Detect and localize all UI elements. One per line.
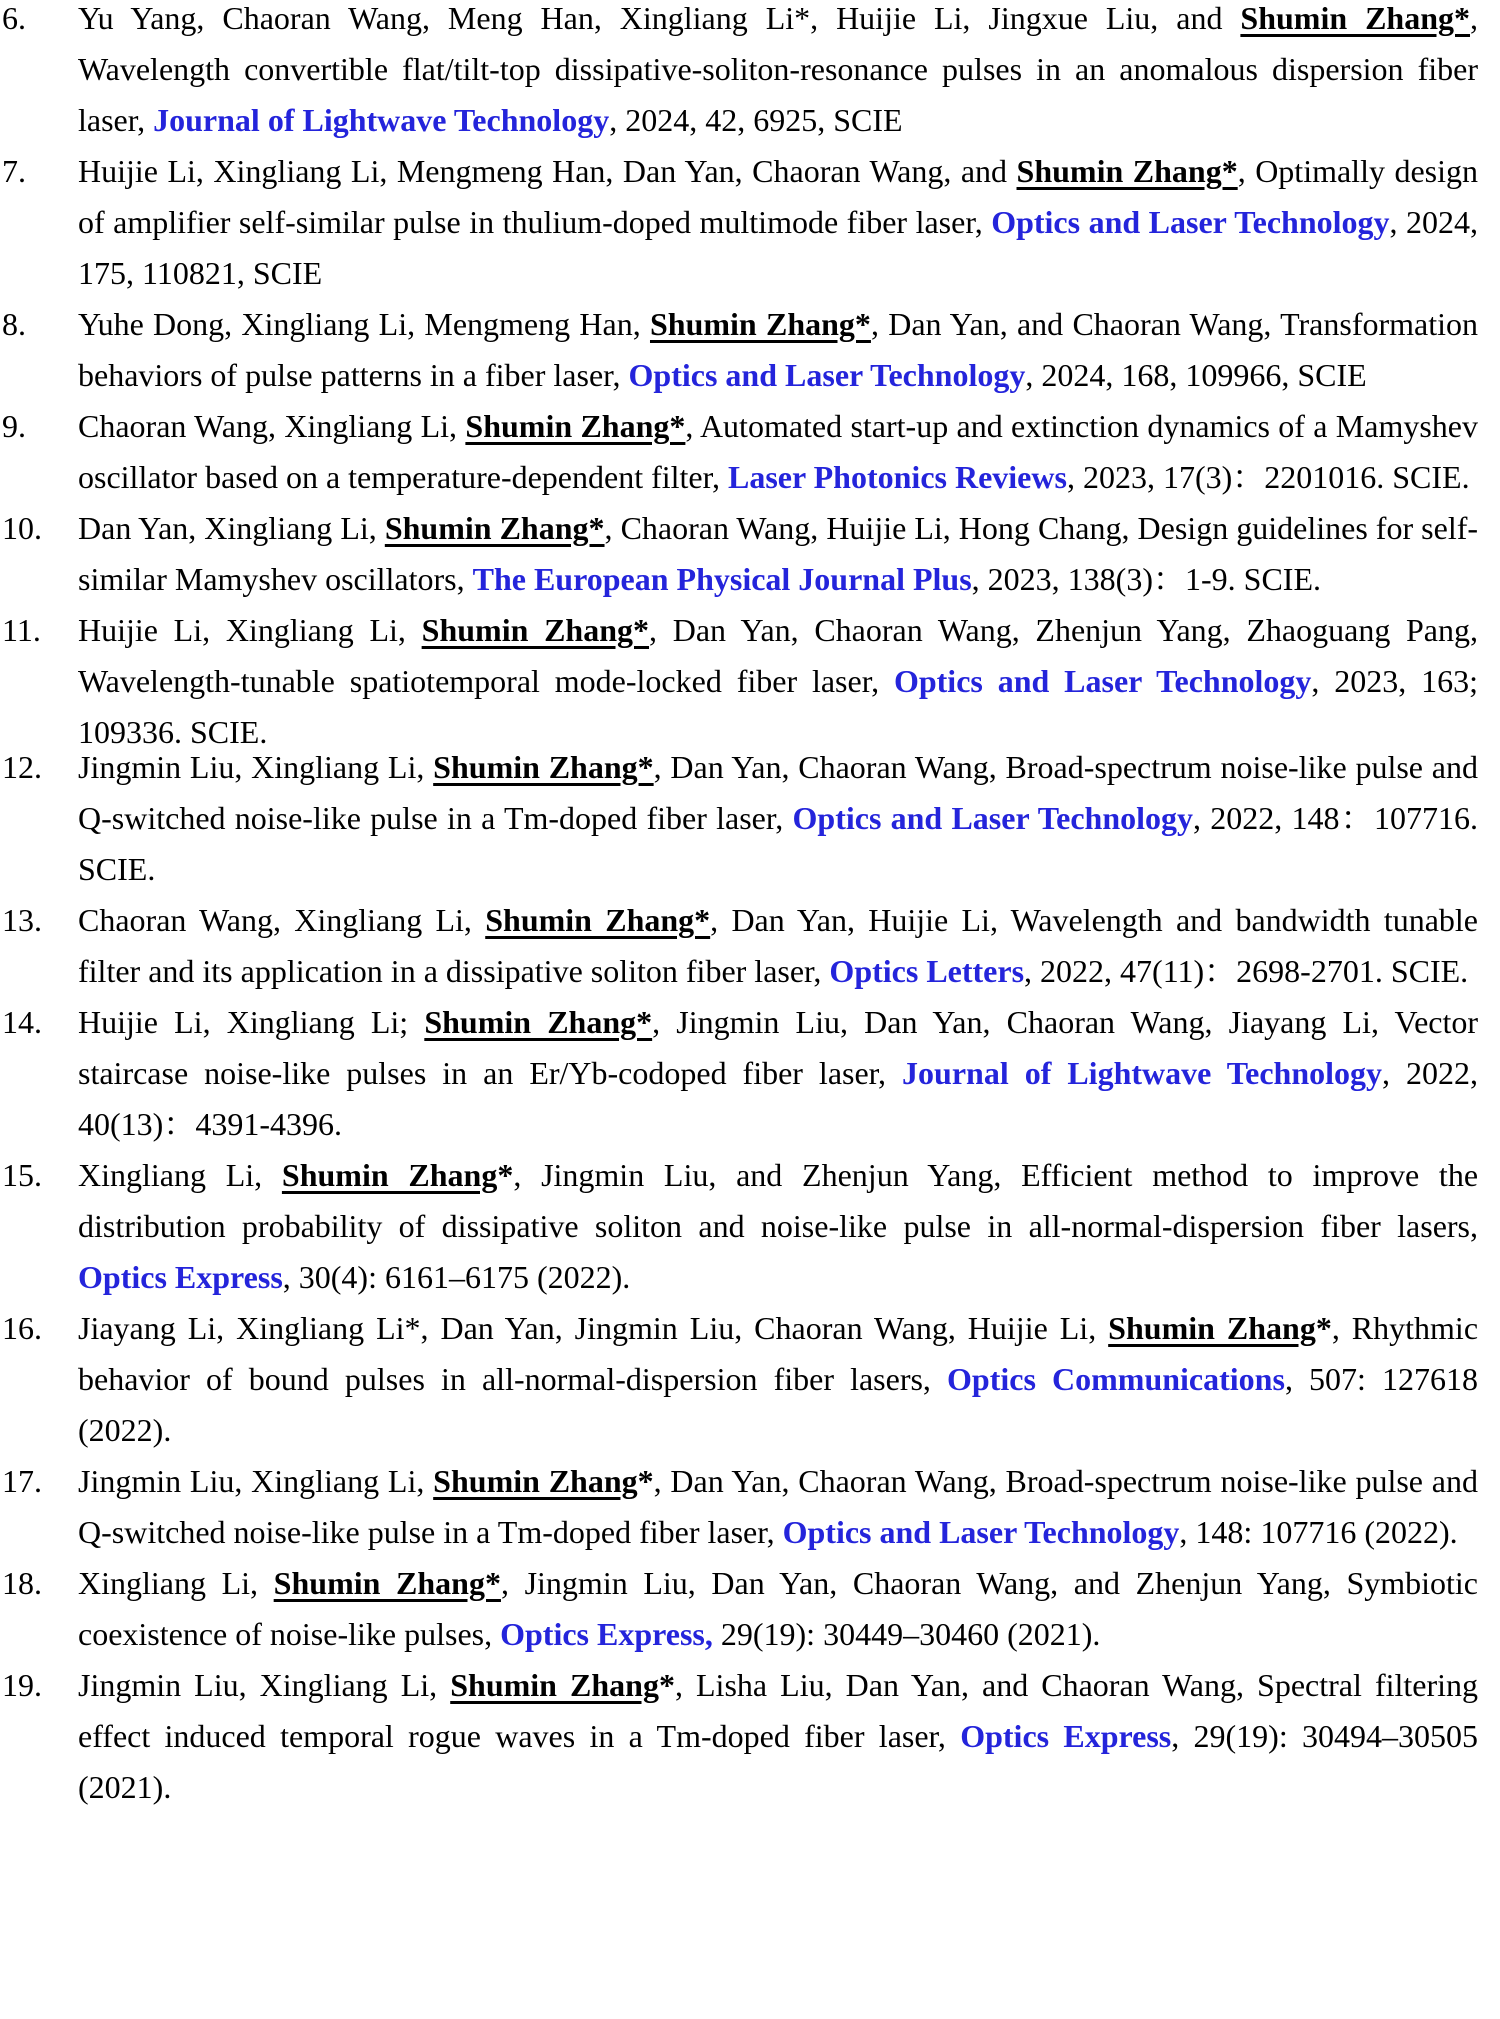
author-name: Shumin Zhang*: [465, 408, 686, 444]
publication-entry: [2, 401, 1478, 503]
publication-entry: [2, 299, 1478, 401]
citation-text: Dan Yan, Xingliang Li,: [78, 510, 385, 546]
journal-name: Optics and Laser Technology: [628, 357, 1026, 393]
publication-entry: [2, 605, 1478, 758]
journal-name: Optics Letters: [829, 953, 1025, 989]
citation-text: , Jingmin Liu, and Zhenjun Yang, Efficient method to improve the distribution probability of dissipative soliton and noise-like pulse in all-normal-dispersion fiber lasers,: [78, 1157, 1479, 1244]
entry-number: 15.: [2, 1157, 42, 1193]
citation-text: , 2022, 148：107716. SCIE.: [78, 800, 1478, 887]
publication-entry: [2, 0, 1478, 146]
citation-text: , 2022, 40(13)：4391-4396.: [78, 1055, 1479, 1142]
citation-text: , Automated start-up and extinction dynamics of a Mamyshev oscillator based on a temperature-dependent filter,: [78, 408, 1479, 495]
journal-name: Optics Express: [78, 1259, 283, 1295]
author-asterisk: *: [637, 1463, 654, 1499]
entry-number: 11.: [2, 612, 41, 648]
publication-entry: [2, 742, 1478, 895]
journal-name: Optics Communications: [947, 1361, 1285, 1397]
entry-number: 7.: [2, 153, 26, 189]
citation-text: Xingliang Li,: [78, 1157, 282, 1193]
citation-text: Xingliang Li,: [78, 1565, 274, 1601]
citation-text: , Dan Yan, and Chaoran Wang, Transformation behaviors of pulse patterns in a fiber laser,: [78, 306, 1479, 393]
journal-name: Optics and Laser Technology: [792, 800, 1194, 836]
citation-text: Jingmin Liu, Xingliang Li,: [78, 1463, 434, 1499]
entry-number: 9.: [2, 408, 26, 444]
citation-text: , Dan Yan, Chaoran Wang, Broad-spectrum noise-like pulse and Q-switched noise-like pulse in a Tm-doped fiber laser,: [78, 1463, 1479, 1550]
journal-name: Optics and Laser Technology: [782, 1514, 1180, 1550]
author-name: Shumin Zhang: [1108, 1310, 1316, 1346]
citation-text: Huijie Li, Xingliang Li, Mengmeng Han, Dan Yan, Chaoran Wang, and: [78, 153, 1017, 189]
author-name: Shumin Zhang: [281, 1157, 498, 1193]
author-name: Shumin Zhang: [450, 1667, 659, 1703]
publication-entry: [2, 1150, 1478, 1303]
publication-entry: [2, 997, 1478, 1150]
journal-name: Optics Express,: [500, 1616, 713, 1652]
citation-text: , Rhythmic behavior of bound pulses in all-normal-dispersion fiber lasers,: [78, 1310, 1479, 1397]
citation-text: , 30(4): 6161–6175 (2022).: [282, 1259, 631, 1295]
citation-text: 29(19): 30449–30460 (2021).: [712, 1616, 1101, 1652]
author-name: Shumin Zhang*: [649, 306, 871, 342]
entry-number: 18.: [2, 1565, 42, 1601]
author-name: Shumin Zhang*: [384, 510, 605, 546]
publication-entry: [2, 1558, 1478, 1660]
publication-entry: [2, 1660, 1478, 1813]
citation-text: , 2023, 138(3)：1-9. SCIE.: [971, 561, 1321, 597]
author-asterisk: *: [1315, 1310, 1332, 1346]
journal-name: Optics and Laser Technology: [893, 663, 1312, 699]
entry-number: 12.: [2, 749, 42, 785]
citation-text: , Dan Yan, Huijie Li, Wavelength and bandwidth tunable filter and its application in a dissipative soliton fiber laser,: [78, 902, 1479, 989]
entry-number: 13.: [2, 902, 42, 938]
citation-text: , Dan Yan, Chaoran Wang, Broad-spectrum noise-like pulse and Q-switched noise-like pulse in a Tm-doped fiber laser,: [78, 749, 1479, 836]
citation-text: , 507: 127618 (2022).: [78, 1361, 1479, 1448]
author-name: Shumin Zhang*: [1016, 153, 1238, 189]
citation-text: , Lisha Liu, Dan Yan, and Chaoran Wang, Spectral filtering effect induced temporal rogue waves in a Tm-doped fiber laser,: [78, 1667, 1479, 1754]
citation-text: , 2024, 42, 6925, SCIE: [609, 102, 903, 138]
citation-text: Chaoran Wang, Xingliang Li,: [78, 408, 466, 444]
citation-text: Chaoran Wang, Xingliang Li,: [78, 902, 486, 938]
publication-entry: [2, 1456, 1478, 1558]
citation-text: , Dan Yan, Chaoran Wang, Zhenjun Yang, Zhaoguang Pang, Wavelength-tunable spatiotemporal mode-locked fiber laser,: [78, 612, 1479, 699]
journal-name: The European Physical Journal Plus: [472, 561, 972, 597]
citation-text: , 2023, 163; 109336. SCIE.: [78, 663, 1479, 750]
citation-text: , 2023, 17(3)：2201016. SCIE.: [1066, 459, 1470, 495]
citation-text: , 2024, 175, 110821, SCIE: [78, 204, 1479, 291]
publication-entry: [2, 895, 1478, 997]
citation-text: , Jingmin Liu, Dan Yan, Chaoran Wang, Jiayang Li, Vector staircase noise-like pulses in an Er/Yb-codoped fiber laser,: [78, 1004, 1479, 1091]
journal-name: Journal of Lightwave Technology: [902, 1055, 1383, 1091]
citation-text: Jingmin Liu, Xingliang Li,: [78, 749, 434, 785]
entry-number: 16.: [2, 1310, 42, 1346]
citation-text: Yuhe Dong, Xingliang Li, Mengmeng Han,: [78, 306, 650, 342]
entry-number: 17.: [2, 1463, 42, 1499]
entry-number: 6.: [2, 0, 26, 36]
citation-text: Huijie Li, Xingliang Li,: [78, 612, 422, 648]
publication-entry: [2, 503, 1478, 605]
citation-text: , Wavelength convertible flat/tilt-top dissipative-soliton-resonance pulses in an anomalous dispersion fiber laser,: [78, 0, 1479, 138]
journal-name: Optics Express: [960, 1718, 1172, 1754]
journal-name: Laser Photonics Reviews: [728, 459, 1067, 495]
author-name: Shumin Zhang*: [433, 749, 654, 785]
publication-entry: [2, 1303, 1478, 1456]
citation-text: Huijie Li, Xingliang Li;: [78, 1004, 425, 1040]
citation-text: , Jingmin Liu, Dan Yan, Chaoran Wang, and Zhenjun Yang, Symbiotic coexistence of noise-like pulses,: [78, 1565, 1479, 1652]
entry-number: 19.: [2, 1667, 42, 1703]
author-name: Shumin Zhang*: [1240, 0, 1471, 36]
author-name: Shumin Zhang*: [421, 612, 650, 648]
citation-text: Yu Yang, Chaoran Wang, Meng Han, Xingliang Li*, Huijie Li, Jingxue Liu, and: [78, 0, 1241, 36]
author-name: Shumin Zhang*: [273, 1565, 501, 1601]
citation-text: , 2024, 168, 109966, SCIE: [1025, 357, 1367, 393]
author-name: Shumin Zhang*: [485, 902, 711, 938]
author-name: Shumin Zhang*: [424, 1004, 653, 1040]
citation-text: , 2022, 47(11)：2698-2701. SCIE.: [1024, 953, 1469, 989]
citation-text: Jiayang Li, Xingliang Li*, Dan Yan, Jingmin Liu, Chaoran Wang, Huijie Li,: [78, 1310, 1109, 1346]
entry-number: 10.: [2, 510, 42, 546]
journal-name: Optics and Laser Technology: [991, 204, 1390, 240]
publication-entry: [2, 146, 1478, 299]
citation-text: , Chaoran Wang, Huijie Li, Hong Chang, Design guidelines for self-similar Mamyshev oscillators,: [78, 510, 1479, 597]
citation-text: , 29(19): 30494–30505 (2021).: [78, 1718, 1479, 1805]
author-asterisk: *: [658, 1667, 675, 1703]
journal-name: Journal of Lightwave Technology: [153, 102, 610, 138]
author-asterisk: *: [497, 1157, 514, 1193]
author-name: Shumin Zhang: [433, 1463, 638, 1499]
citation-text: , Optimally design of amplifier self-similar pulse in thulium-doped multimode fiber laser,: [78, 153, 1478, 240]
entry-number: 14.: [2, 1004, 42, 1040]
citation-text: , 148: 107716 (2022).: [1179, 1514, 1458, 1550]
entry-number: 8.: [2, 306, 26, 342]
citation-text: Jingmin Liu, Xingliang Li,: [78, 1667, 451, 1703]
